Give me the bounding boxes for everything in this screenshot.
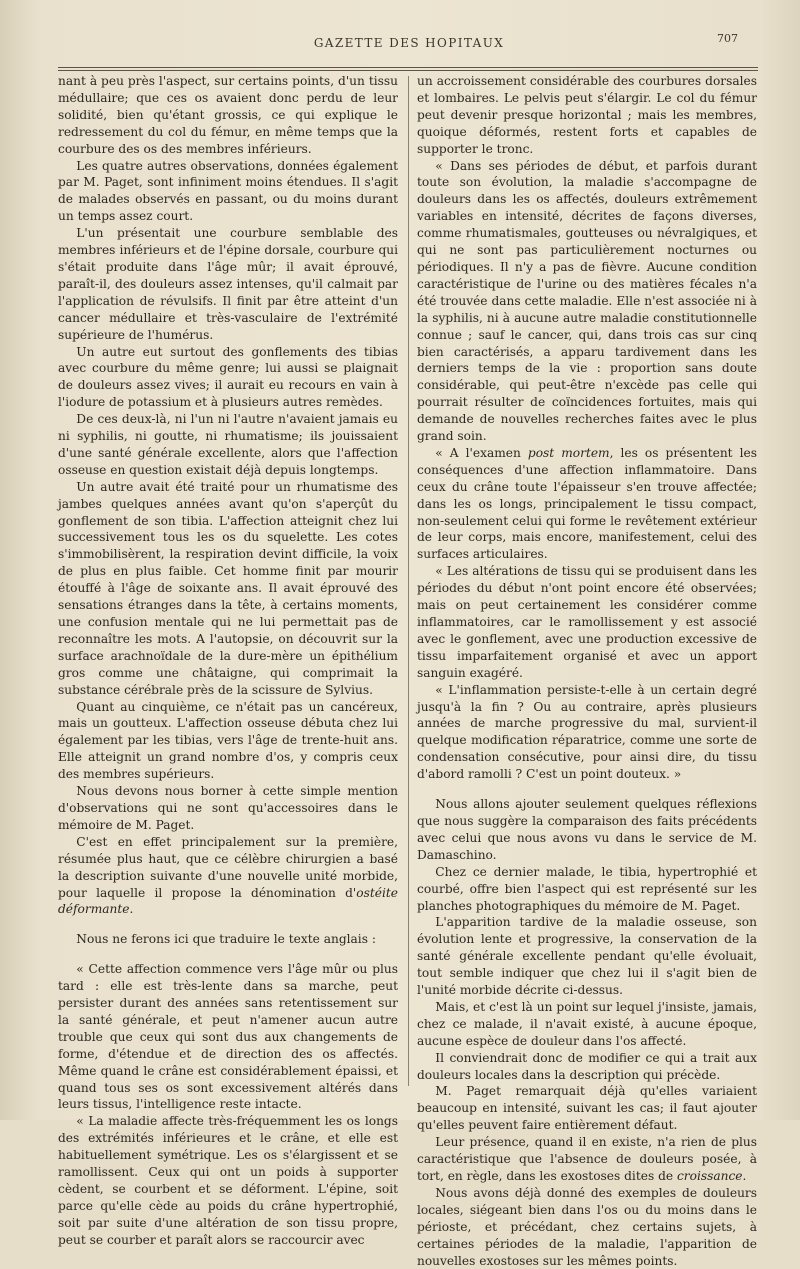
italic-term: croissance: [676, 1169, 743, 1183]
paragraph: Mais, et c'est là un point sur lequel j'insiste, jamais, chez ce malade, il n'avait existé, à aucune époque, aucune espèce de douleur dans l'os affecté.: [417, 999, 757, 1048]
paragraph: L'apparition tardive de la maladie osseuse, son évolution lente et progressive, la conservation de la santé générale excellente pendant qu'elle évoluait, tout semble indiquer que chez lui il s'agit bien de l'unité morbide décrite ci-dessus.: [417, 915, 757, 998]
paragraph: Un autre avait été traité pour un rhumatisme des jambes quelques années avant qu'on s'aperçût du gonflement de son tibia. L'affection atteignit chez lui successivement tous les os du squelette. Les cotes s'immobilisèrent, la respiration devint difficile, la voix de plus en plus faible. Cet homme finit par mourir étouffé à l'âge de soixante ans. Il avait éprouvé des sensations étranges dans la tête, à certains moments, une confusion mentale qui ne lui permettait pas de reconnaître les mots. A l'autopsie, on découvrit sur la surface arachnoïdale de la dure-mère un épithélium gros comme une châtaigne, qui comprimait la substance cérébrale près de la scissure de Sylvius.: [58, 479, 398, 697]
quote-paragraph: « La maladie affecte très-fréquemment les os longs des extrémités inférieures et le crâne, et elle est habituellement symétrique. Les os s'élargissent et se ramollissent. Ceux qui ont un poids à supporter cèdent, se courbent et se déforment. L'épine, soit parce qu'elle cède au poids du crâne hypertrophié, soit par suite d'une altération de son tissu propre, peut se courber et paraît alors se raccourcir avec: [58, 1114, 398, 1247]
quote-paragraph: « Dans ses périodes de début, et parfois durant toute son évolution, la maladie s'accompagne de douleurs dans les os affectés, douleurs extrêmement variables en intensité, décrites de façons diverses, comme rhumatismales, goutteuses ou névralgiques, et qui ne sont pas particulièrement nocturnes ou périodiques. Il n'y a pas de fièvre. Aucune condition caractéristique de l'urine ou des matières fécales n'a été trouvée dans cette maladie. Elle n'est associée ni à la syphilis, ni à aucune autre maladie constitutionnelle connue ; sauf le cancer, qui, dans trois cas sur cinq bien caractérisés, a apparu tardivement dans les derniers temps de la vie : proportion sans doute considérable, qui peut-être n'excède pas celle qui pourrait résulter de coïncidences fortuites, mais qui demande de nouvelles recherches faites avec le plus grand soin.: [417, 158, 757, 444]
header-rule-bottom: [58, 70, 758, 71]
quote-paragraph: « L'inflammation persiste-t-elle à un certain degré jusqu'à la fin ? Ou au contraire, après plusieurs années de marche progressive du mal, survient-il quelque modification réparatrice, comme une sorte de condensation consécutive, pour ainsi dire, du tissu d'abord ramolli ? C'est un point douteux. »: [417, 682, 757, 782]
paragraph: [58, 834, 398, 919]
text-run: , les os présentent les conséquences d'une affection inflammatoire. Dans ceux du crâne toute l'épaisseur s'en trouve affectée; dans les os longs, principalement le tissu compact, non-seulement celui qui forme le revêtement extérieur de leur corps, mais encore, manifestement, celui des surfaces articulaires.: [417, 445, 757, 562]
paragraph: Quant au cinquième, ce n'était pas un cancéreux, mais un goutteux. L'affection osseuse débuta chez lui également par les tibias, vers l'âge de trente-huit ans. Elle atteignit un grand nombre d'os, y compris ceux des membres supérieurs.: [58, 699, 398, 782]
italic-term: ostéite déformante: [58, 885, 398, 917]
journal-title: GAZETTE DES HOPITAUX: [313, 36, 505, 50]
paragraph: Nous avons déjà donné des exemples de douleurs locales, siégeant bien dans l'os ou du moins dans le périoste, et précédant, chez certains sujets, à certaines périodes de la maladie, l'apparition de nouvelles exostoses sur les mêmes points.: [417, 1185, 757, 1268]
paragraph: Il conviendrait donc de modifier ce qui a trait aux douleurs locales dans la description qui précède.: [417, 1050, 757, 1082]
text-run: .: [742, 1169, 747, 1183]
header-rule-top: [58, 67, 758, 68]
text-run: « A l'examen: [435, 445, 528, 460]
quote-paragraph: [417, 445, 757, 563]
quote-paragraph: un accroissement considérable des courbures dorsales et lombaires. Le pelvis peut s'élargir. Le col du fémur peut devenir presque horizontal ; mais les membres, quoique déformés, restent forts et capables de supporter le tronc.: [417, 74, 757, 156]
quote-paragraph: « Les altérations de tissu qui se produisent dans les périodes du début n'ont point encore été observées; mais on peut certainement les considérer comme inflammatoires, car le ramollissement y est associé avec le gonflement, avec une production excessive de tissu imparfaitement organisé et avec un apport sanguin exagéré.: [417, 564, 757, 680]
paragraph: nant à peu près l'aspect, sur certains points, d'un tissu médullaire; que ces os avaient donc perdu de leur solidité, bien qu'étant grossis, ce qui explique le redressement du col du fémur, en même temps que la courbure des os des membres inférieurs.: [58, 74, 398, 156]
page-header: [58, 32, 760, 60]
paragraph: L'un présentait une courbure semblable des membres inférieurs et de l'épine dorsale, courbure qui s'était produite dans l'âge mûr; il avait éprouvé, paraît-il, des douleurs assez intenses, qu'il calmait par l'application de révulsifs. Il finit par être atteint d'un cancer médullaire et très-vasculaire de l'extrémité supérieure de l'humérus.: [58, 226, 398, 342]
paragraph: Nous ne ferons ici que traduire le texte anglais :: [76, 932, 376, 947]
text-run: C'est en effet principalement sur la première, résumée plus haut, que ce célèbre chirurgien a basé la description suivante d'une nouvelle unité morbide, pour laquelle il propose la dénomination d': [58, 834, 398, 900]
italic-term: post mortem: [527, 445, 610, 460]
paragraph: Nous devons nous borner à cette simple mention d'observations qui ne sont qu'accessoires dans le mémoire de M. Paget.: [58, 784, 398, 832]
paragraph: Nous allons ajouter seulement quelques réflexions que nous suggère la comparaison des faits précédents avec celui que nous avons vu dans le service de M. Damaschino.: [417, 797, 757, 862]
text-run: .: [129, 902, 134, 917]
paragraph: Les quatre autres observations, données également par M. Paget, sont infiniment moins étendues. Il s'agit de malades observés en passant, ou du moins durant un temps assez court.: [58, 158, 398, 224]
right-column: [417, 73, 757, 1268]
quote-paragraph: « Cette affection commence vers l'âge mûr ou plus tard : elle est très-lente dans sa marche, peut persister durant des années sans retentissement sur la santé générale, et peut n'amener aucun autre trouble que ceux qui sont dus aux changements de forme, d'étendue et de direction des os affectés. Même quand le crâne est considérablement épaissi, et quand tous ses os sont excessivement altérés dans leurs tissus, l'intelligence reste intacte.: [58, 962, 398, 1112]
left-column: [58, 73, 398, 1247]
paragraph: Chez ce dernier malade, le tibia, hypertrophié et courbé, offre bien l'aspect qui est représenté sur les planches photographiques du mémoire de M. Paget.: [417, 864, 757, 913]
paragraph: De ces deux-là, ni l'un ni l'autre n'avaient jamais eu ni syphilis, ni goutte, ni rhumatisme; ils jouissaient d'une santé générale excellente, alors que l'affection osseuse en question existait déjà depuis longtemps.: [58, 412, 398, 477]
column-divider: [408, 76, 409, 1086]
paragraph: M. Paget remarquait déjà qu'elles variaient beaucoup en intensité, suivant les cas; il faut ajouter qu'elles peuvent faire entièrement défaut.: [417, 1084, 757, 1133]
page-number: 707: [717, 32, 738, 45]
paragraph: Un autre eut surtout des gonflements des tibias avec courbure du même genre; lui aussi se plaignait de douleurs assez vives; il aurait eu recours en vain à l'iodure de potassium et à plusieurs autres remèdes.: [58, 344, 398, 410]
text-run: Leur présence, quand il en existe, n'a rien de plus caractéristique que l'absence de douleurs posée, à tort, en règle, dans les exostoses dites de: [417, 1135, 757, 1183]
paragraph: [417, 1134, 757, 1185]
